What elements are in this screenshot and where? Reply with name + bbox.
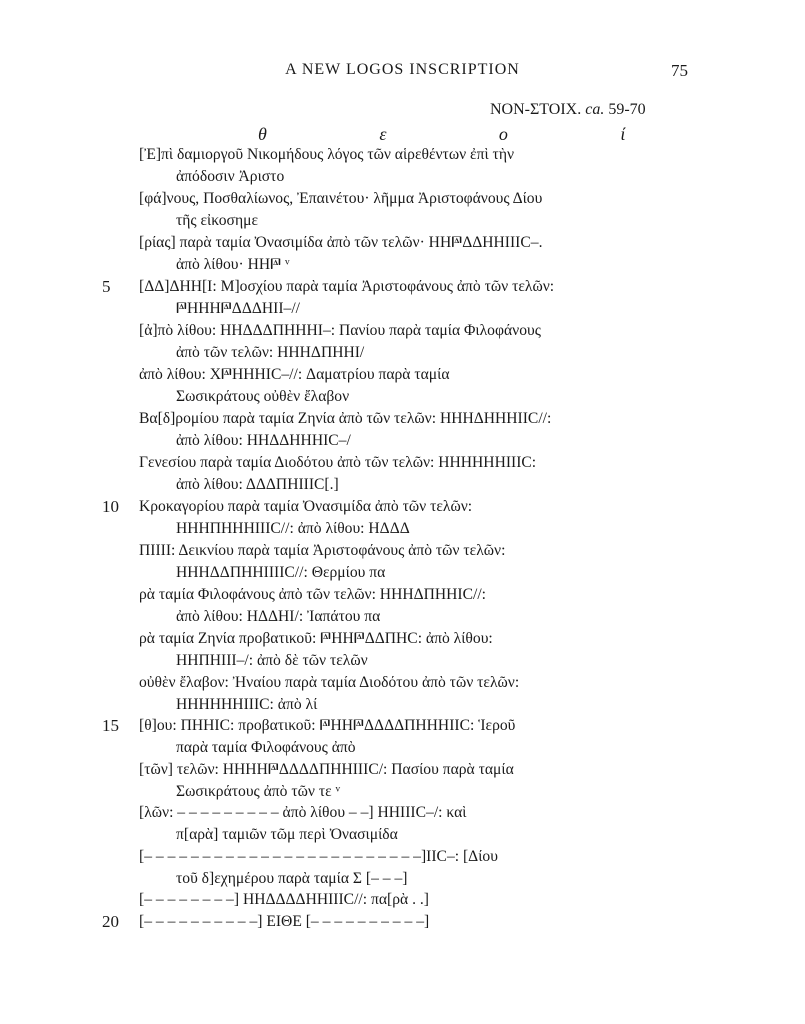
inscription-line: Βα[δ]ρομίου παρὰ ταμία Ζηνία ἀπὸ τῶν τελῶν: ΗΗΗΔΗΗΗΙΙC//: [139, 410, 552, 427]
inscription-line: ἀπόδοσιν Ἀριστο [176, 168, 285, 185]
inscription-line: [ΔΔ]ΔΗΗ[Ι: Μ]οσχίου παρὰ ταμία Ἀριστοφάνους ἀπὸ τῶν τελῶν: [139, 278, 555, 295]
line-number-5: 5 [102, 277, 111, 296]
inscription-line: Σωσικράτους οὐθὲν ἔλαβον [176, 388, 350, 405]
inscription-line: [– – – – – – – – – –] ΕΙΘΕ [– – – – – – – – – –] [139, 913, 430, 930]
inscription-line: ρὰ ταμία Ζηνία προβατικοῦ: 𐅄ΗΗ𐅄ΔΔΠΗC: ἀπὸ λίθου: [139, 630, 493, 647]
inscription-line: τῆς εἰκοσημε [176, 212, 259, 229]
page-number: 75 [671, 61, 688, 80]
inscription-line: [– – – – – – – – – – – – – – – – – – – – – – – –]ΙΙC–: [Δίου [139, 848, 498, 865]
inscription-line: Γενεσίου παρὰ ταμία Διοδότου ἀπὸ τῶν τελῶν: ΗΗΗΗΗΗΙΙΙC: [139, 454, 537, 471]
inscription-line: [λῶν: – – – – – – – – – ἀπὸ λίθου – –] ΗΗΙΙΙC–/: καὶ [139, 804, 467, 821]
inscription-line: 𐅄ΗΗΗ𐅄ΔΔΔΗΙΙ–// [176, 300, 300, 317]
inscription-line: ΗΗΗΠΗΗΗΙΙΙC//: ἀπὸ λίθου: ΗΔΔΔ [176, 520, 410, 537]
inscription-line: ἀπὸ λίθου: ΗΗΔΔΗΗΗΙC–/ [176, 432, 351, 449]
inscription-line: Κροκαγορίου παρὰ ταμία Ὀνασιμίδα ἀπὸ τῶν τελῶν: [139, 498, 473, 515]
inscription-line: [τῶν] τελῶν: ΗΗΗΗ𐅄ΔΔΔΔΠΗΗΙΙΙC/: Πασίου παρὰ ταμία [139, 761, 514, 778]
inscription-line: ΗΗΗΗΗΗΙΙΙC: ἀπὸ λί [176, 696, 318, 713]
inscription-line: [φά]νους, Ποσθαλίωνος, Ἐπαινέτου· λῆμμα Ἀριστοφάνους Δίου [139, 190, 543, 207]
inscription-line: Σωσικράτους ἀπὸ τῶν τε ᵛ [176, 783, 341, 800]
inscription-line: [– – – – – – – –] ΗΗΔΔΔΔΗΗΙΙΙC//: πα[ρὰ . .] [139, 891, 429, 908]
inscription-line: ΗΗΠΗΙΙΙ–/: ἀπὸ δὲ τῶν τελῶν [176, 652, 368, 669]
inscription-line: [ἀ]πὸ λίθου: ΗΗΔΔΔΠΗΗΗΙ–: Πανίου παρὰ ταμία Φιλοφάνους [139, 322, 541, 339]
line-number-15: 15 [102, 716, 119, 735]
inscription-line: οὐθὲν ἔλαβον: Ἠναίου παρὰ ταμία Διοδότου ἀπὸ τῶν τελῶν: [139, 674, 520, 691]
inscription-line: παρὰ ταμία Φιλοφάνους ἀπὸ [176, 739, 356, 756]
inscription-line: [ρίας] παρὰ ταμία Ὀνασιμίδα ἀπὸ τῶν τελῶν· ΗΗ𐅄ΔΔΗΗΙΙΙC–. [139, 234, 543, 251]
stoich-label: NON-ΣΤΟΙΧ. [490, 101, 582, 118]
date-range: 59-70 [608, 101, 646, 118]
theoi-heading: θ ε ο ί [258, 124, 680, 144]
inscription-line: π[αρὰ] ταμιῶν τῶμ περὶ Ὀνασιμίδα [176, 826, 398, 843]
inscription-line: ἀπὸ λίθου: Χ𐅄ΗΗΗΙC–//: Δαματρίου παρὰ ταμία [139, 366, 450, 383]
inscription-line: ἀπὸ λίθου: ΗΔΔΗΙ/: Ἰαπάτου πα [176, 608, 381, 625]
inscription-line: ἀπὸ λίθου· ΗΗ𐅄 ᵛ [176, 256, 290, 273]
ca-label: ca. [585, 101, 605, 118]
line-number-20: 20 [102, 912, 119, 931]
inscription-line: ἀπὸ τῶν τελῶν: ΗΗΗΔΠΗΗΙ/ [176, 344, 365, 361]
inscription-line: [θ]ου: ΠΗΗΙC: προβατικοῦ: 𐅄ΗΗ𐅄ΔΔΔΔΠΗΗΗΙΙC: Ἱεροῦ [139, 717, 516, 734]
inscription-line: [Ἐ]πὶ δαμιοργοῦ Νικομήδους λόγος τῶν αἱρεθέντων ἐπὶ τὴν [139, 146, 515, 163]
inscription-line: ΠΙΙΙΙ: Δεικνίου παρὰ ταμία Ἀριστοφάνους ἀπὸ τῶν τελῶν: [139, 542, 506, 559]
inscription-line: ἀπὸ λίθου: ΔΔΔΠΗΙΙΙC[.] [176, 476, 339, 493]
inscription-line: ΗΗΗΔΔΠΗΗΙΙΙΙC//: Θερμίου πα [176, 564, 386, 581]
inscription-line: ρὰ ταμία Φιλοφάνους ἀπὸ τῶν τελῶν: ΗΗΗΔΠΗΗΙC//: [139, 586, 486, 603]
running-title: A NEW LOGOS INSCRIPTION [285, 61, 520, 78]
line-number-10: 10 [102, 497, 119, 516]
stoich-note [490, 101, 646, 119]
inscription-line: τοῦ δ]εχημέρου παρὰ ταμία Σ [– – –] [176, 870, 408, 887]
